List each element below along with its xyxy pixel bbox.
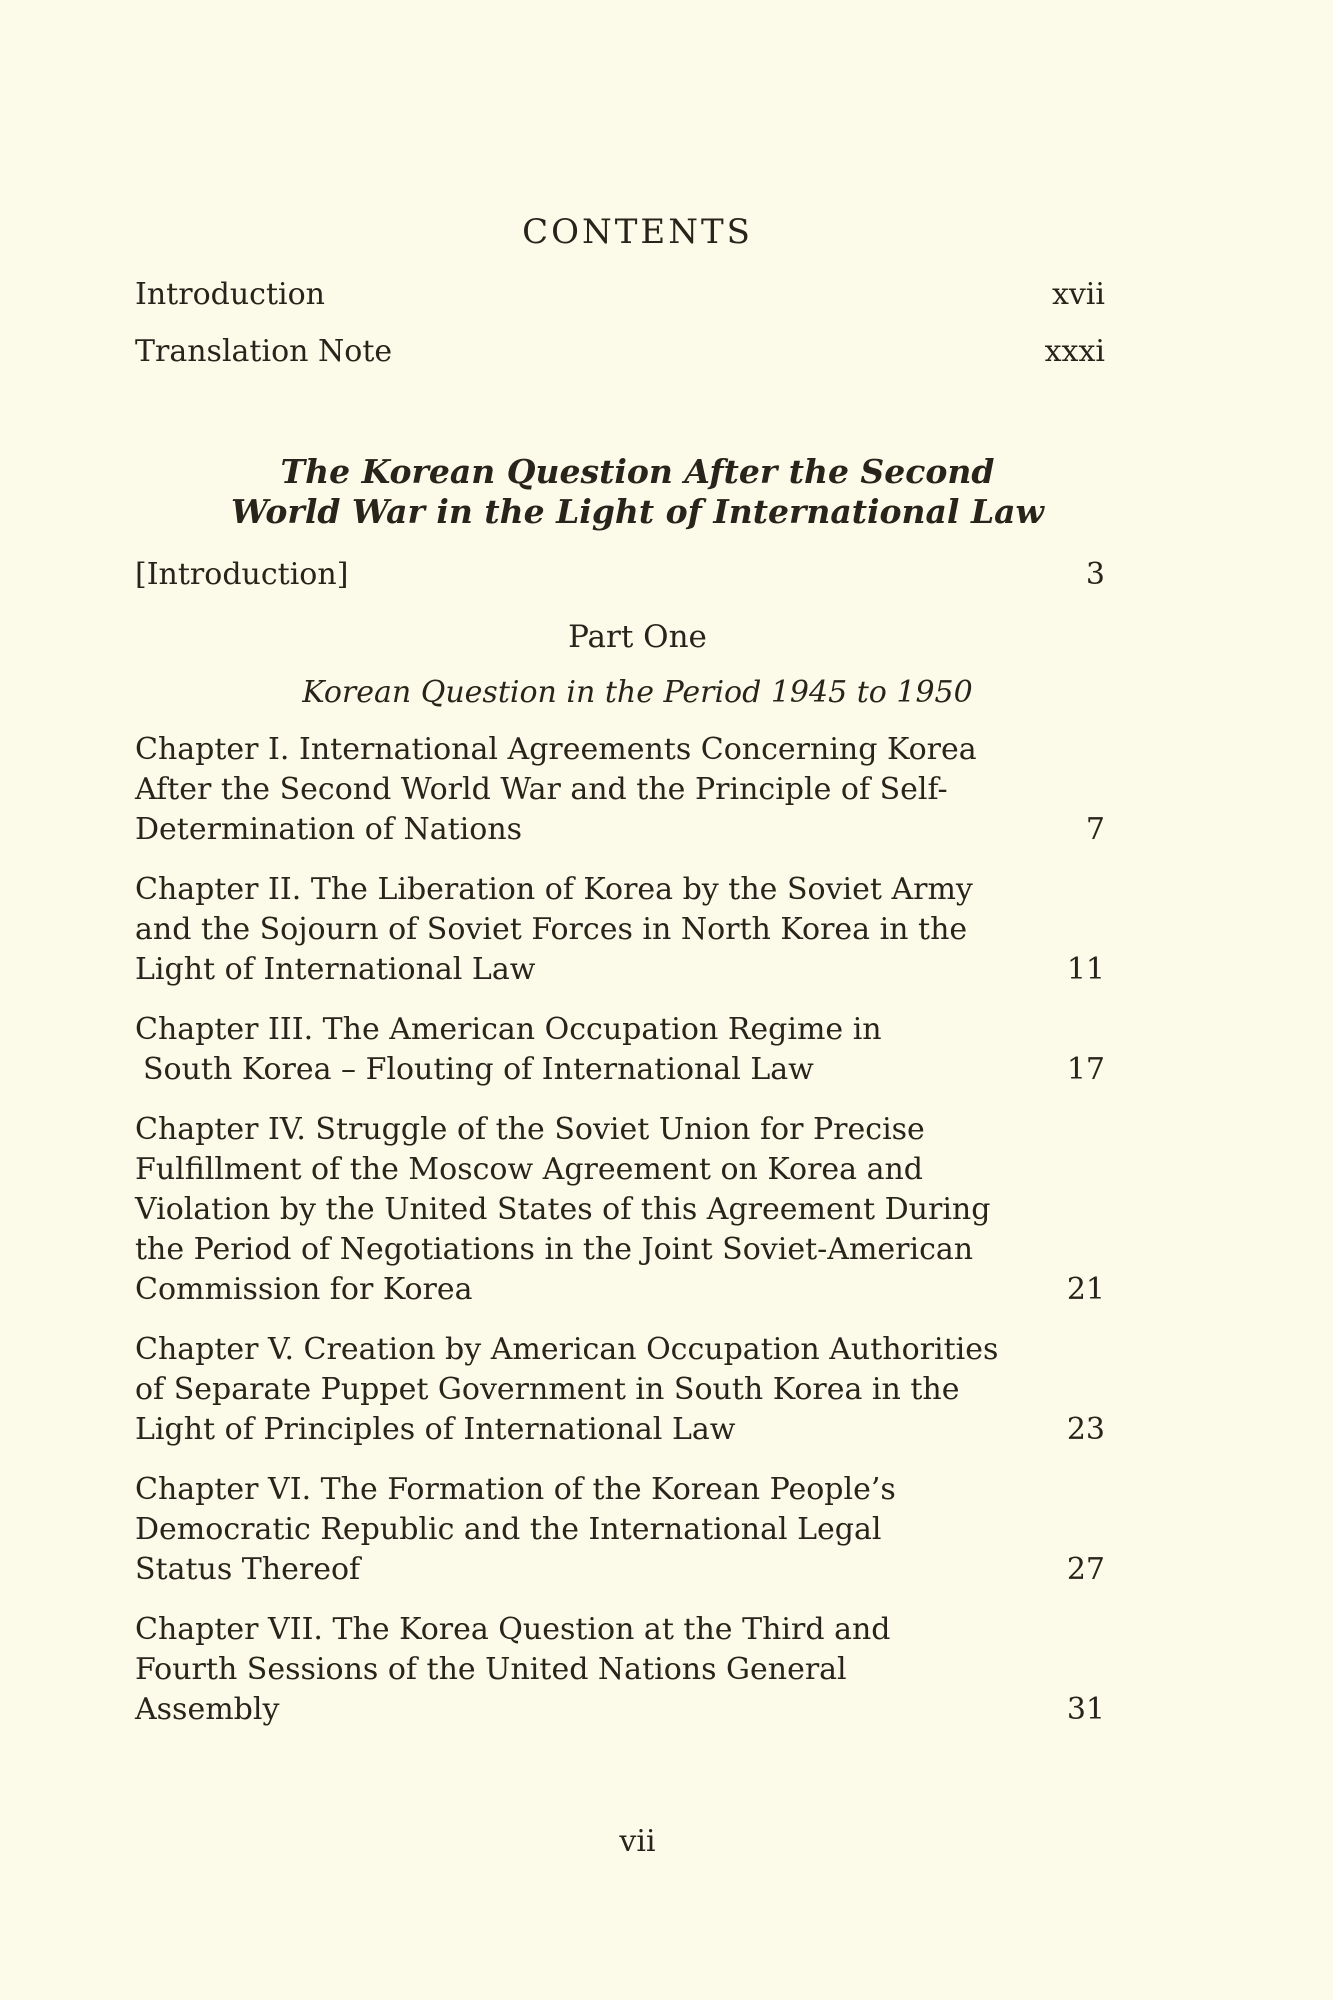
toc-page-number: 21 [1066,1272,1105,1307]
toc-entry-line: Chapter III. The American Occupation Regime in [135,1012,882,1047]
chapter-list [135,730,1105,1730]
page-folio: vii [619,1824,656,1859]
toc-entry-line: Chapter VII. The Korea Question at the Third and [135,1612,891,1647]
toc-entry-chapter-5 [135,1330,1105,1450]
toc-entry-line: Status Thereof [135,1552,361,1587]
toc-entry-chapter-7 [135,1610,1105,1730]
toc-entry-line: Fulfillment of the Moscow Agreement on Korea and [135,1152,924,1187]
toc-entry-line: South Korea – Flouting of International Law [143,1052,814,1087]
toc-entry-line: Fourth Sessions of the United Nations General [135,1652,847,1687]
toc-entry-line: Chapter II. The Liberation of Korea by the Soviet Army [135,872,973,907]
book-title [135,452,1105,532]
toc-entry-chapter-3 [135,1010,1105,1090]
toc-page-number: 3 [1085,557,1105,592]
toc-entry-line: Chapter V. Creation by American Occupation Authorities [135,1332,999,1367]
toc-entry-label: Translation Note [135,334,393,369]
toc-entry-line: Commission for Korea [135,1272,473,1307]
book-title-line-2: World War in the Light of International Law [231,492,1044,531]
toc-entry-bracketed-introduction [135,555,1105,595]
toc-entry-line: After the Second World War and the Principle of Self- [135,772,948,807]
toc-entry-line: the Period of Negotiations in the Joint Soviet-American [135,1232,974,1267]
toc-entry-line: Violation by the United States of this Agreement During [135,1192,991,1227]
toc-entry-introduction [135,275,1105,315]
toc-entry-line: Chapter I. International Agreements Concerning Korea [135,732,977,767]
toc-page-number: 17 [1066,1052,1105,1087]
toc-entry-line: Assembly [135,1692,280,1727]
toc-entry-line: Light of Principles of International Law [135,1412,736,1447]
toc-entry-label: Introduction [135,277,325,312]
toc-entry-translation-note [135,332,1105,372]
toc-entry-line: of Separate Puppet Government in South Korea in the [135,1372,960,1407]
book-title-line-1: The Korean Question After the Second [280,452,995,491]
toc-entry-line: and the Sojourn of Soviet Forces in North Korea in the [135,912,968,947]
toc-page-number: 7 [1085,812,1105,847]
toc-entry-chapter-6 [135,1470,1105,1590]
contents-heading: CONTENTS [522,212,753,252]
toc-entry-chapter-2 [135,870,1105,990]
part-one-title: Part One [568,619,707,655]
toc-page-number: 23 [1066,1412,1105,1447]
toc-page-number: xvii [1051,277,1105,312]
toc-entry-line: Chapter VI. The Formation of the Korean People’s [135,1472,896,1507]
toc-entry-line: Chapter IV. Struggle of the Soviet Union for Precise [135,1112,925,1147]
toc-page-number: xxxi [1044,334,1105,369]
toc-page-number: 31 [1066,1692,1105,1727]
toc-entry-chapter-4 [135,1110,1105,1310]
toc-entry-line: Light of International Law [135,952,536,987]
toc-entry-label: [Introduction] [135,557,349,592]
toc-entry-line: Determination of Nations [135,812,523,847]
toc-entry-chapter-1 [135,730,1105,850]
toc-page-number: 11 [1066,952,1105,987]
part-one-subtitle: Korean Question in the Period 1945 to 1950 [302,675,973,710]
toc-entry-line: Democratic Republic and the International Legal [135,1512,882,1547]
toc-page-number: 27 [1066,1552,1105,1587]
